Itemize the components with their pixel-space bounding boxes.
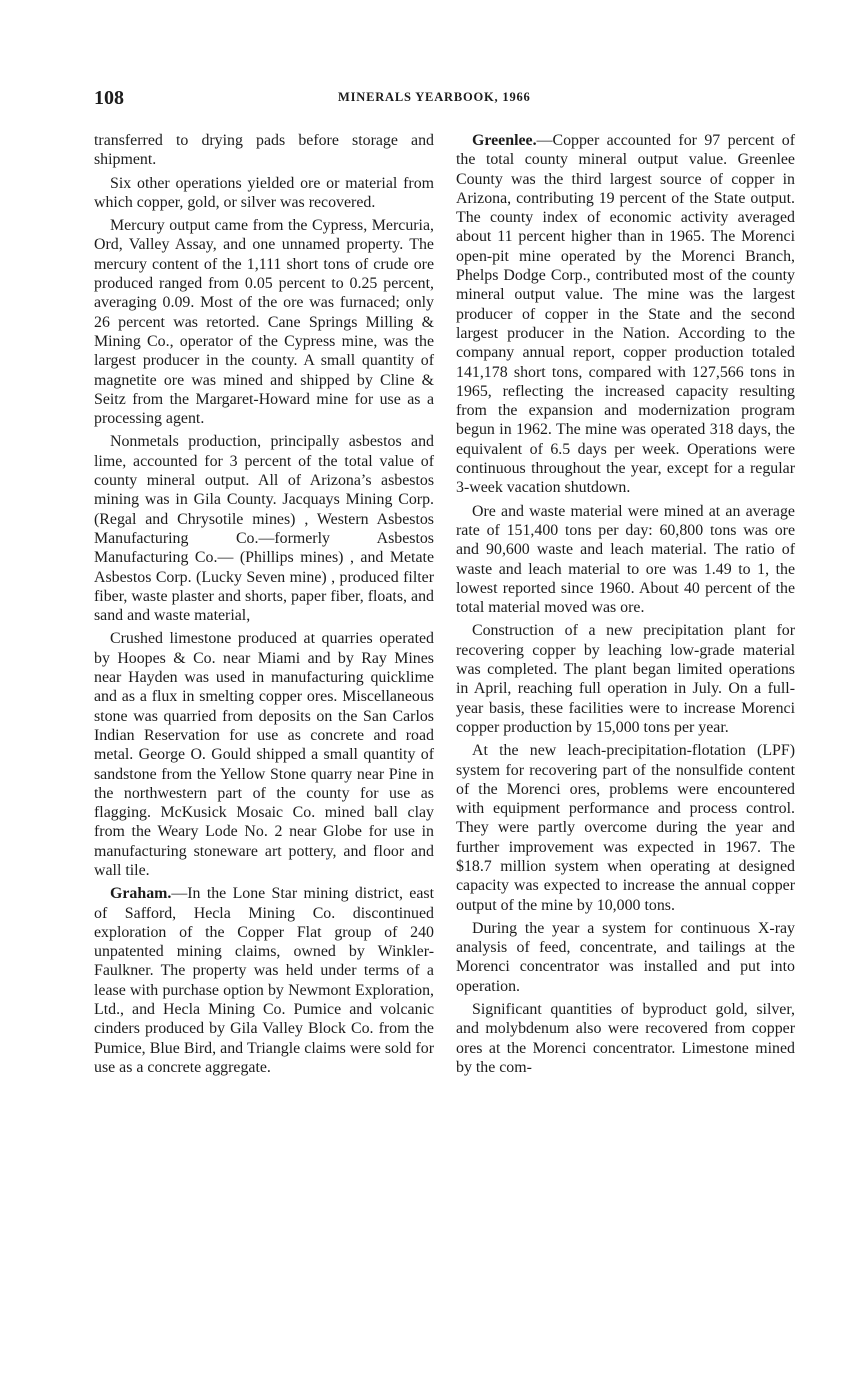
greenlee-text: —Copper accounted for 97 percent of the total county mineral output value. Greenlee County was the third largest source of copper in Arizona, contributing 19 percent of the State output. The county index of economic activity averaged about 11 percent higher than in 1965. The Morenci open-pit mine operated by the Morenci Branch, Phelps Dodge Corp., contributed most of the county mineral output value. The mine was the largest producer of copper in the State and the second largest producer in the Nation. According to the company annual report, copper production totaled 141,178 short tons, compared with 127,566 tons in 1965, reflecting the increased capacity resulting from the expansion and modernization program begun in 1962. The mine was operated 318 days, the equivalent of 6.5 days per week. Operations were continuous throughout the year, except for a regular 3-week vacation shutdown. <box>456 132 795 497</box>
paragraph: Nonmetals production, principally asbestos and lime, accounted for 3 percent of the total value of county mineral output. All of Arizona’s asbestos mining was in Gila County. Jacquays Mining Corp. (Regal and Chrysotile mines) , Western Asbestos Manufacturing Co.—formerly Asbestos Manufacturing Co.— (Phillips mines) , and Metate Asbestos Corp. (Lucky Seven mine) , produced filter fiber, waste plaster and shorts, paper fiber, floats, and sand and waste material, <box>94 433 434 625</box>
paragraph: Significant quantities of byproduct gold, silver, and molybdenum also were recovered from copper ores at the Morenci concentrator. Limestone mined by the com- <box>456 1001 795 1076</box>
graham-section <box>94 884 434 1077</box>
section-heading-greenlee: Greenlee. <box>472 132 537 149</box>
paragraph: transferred to drying pads before storage and shipment. <box>94 132 434 169</box>
paragraph: Six other operations yielded ore or material from which copper, gold, or silver was recovered. <box>94 174 434 211</box>
paragraph: During the year a system for continuous X-ray analysis of feed, concentrate, and tailings at the Morenci concentrator was installed and put into operation. <box>456 919 795 995</box>
greenlee-section <box>456 131 795 498</box>
running-title: MINERALS YEARBOOK, 1966 <box>338 90 531 104</box>
paragraph: Mercury output came from the Cypress, Mercuria, Ord, Valley Assay, and one unnamed property. The mercury content of the 1,111 short tons of crude ore produced ranged from 0.05 percent to 0.25 percent, averaging 0.09. Most of the ore was furnaced; only 26 percent was retorted. Cane Springs Milling & Mining Co., operator of the Cypress mine, was the largest producer in the county. A small quantity of magnetite ore was mined and shipped by Cline & Seitz from the Margaret-Howard mine for use as a processing agent. <box>94 217 434 428</box>
paragraph: Construction of a new precipitation plant for recovering copper by leaching low-grade material was completed. The plant began limited operations in April, reaching full operation in July. On a full-year basis, these facilities were to increase Morenci copper production by 15,000 tons per year. <box>456 622 795 736</box>
graham-text: —In the Lone Star mining district, east of Safford, Hecla Mining Co. discontinued exploration of the Copper Flat group of 240 unpatented mining claims, owned by Winkler-Faulkner. The property was held under terms of a lease with purchase option by Newmont Exploration, Ltd., and Hecla Mining Co. Pumice and volcanic cinders produced by Gila Valley Block Co. from the Pumice, Blue Bird, and Triangle claims were sold for use as a concrete aggregate. <box>94 885 434 1076</box>
left-column <box>94 131 434 1081</box>
page-number: 108 <box>94 87 124 109</box>
paragraph: Crushed limestone produced at quarries operated by Hoopes & Co. near Miami and by Ray Mines near Hayden was used in manufacturing quicklime and as a flux in smelting copper ores. Miscellaneous stone was quarried from deposits on the San Carlos Indian Reservation for use as concrete and road metal. George O. Gould shipped a small quantity of sandstone from the Yellow Stone quarry near Pine in the northwestern part of the county for use as flagging. McKusick Mosaic Co. mined ball clay from the Weary Lode No. 2 near Globe for use in manufacturing stoneware art pottery, and floor and wall tile. <box>94 630 434 879</box>
paragraph: At the new leach-precipitation-flotation (LPF) system for recovering part of the nonsulfide content of the Morenci ores, problems were encountered with equipment performance and process control. They were partly overcome during the year and further improvement was expected in 1967. The $18.7 million system when operating at designed capacity was expected to increase the annual copper output of the mine by 10,000 tons. <box>456 742 795 914</box>
section-heading-graham: Graham. <box>110 885 172 903</box>
right-column <box>456 131 795 1081</box>
paragraph: Ore and waste material were mined at an average rate of 151,400 tons per day: 60,800 tons was ore and 90,600 waste and leach material. The ratio of waste and leach material to ore was 1.49 to 1, the lowest reported since 1960. About 40 percent of the total material moved was ore. <box>456 502 795 617</box>
